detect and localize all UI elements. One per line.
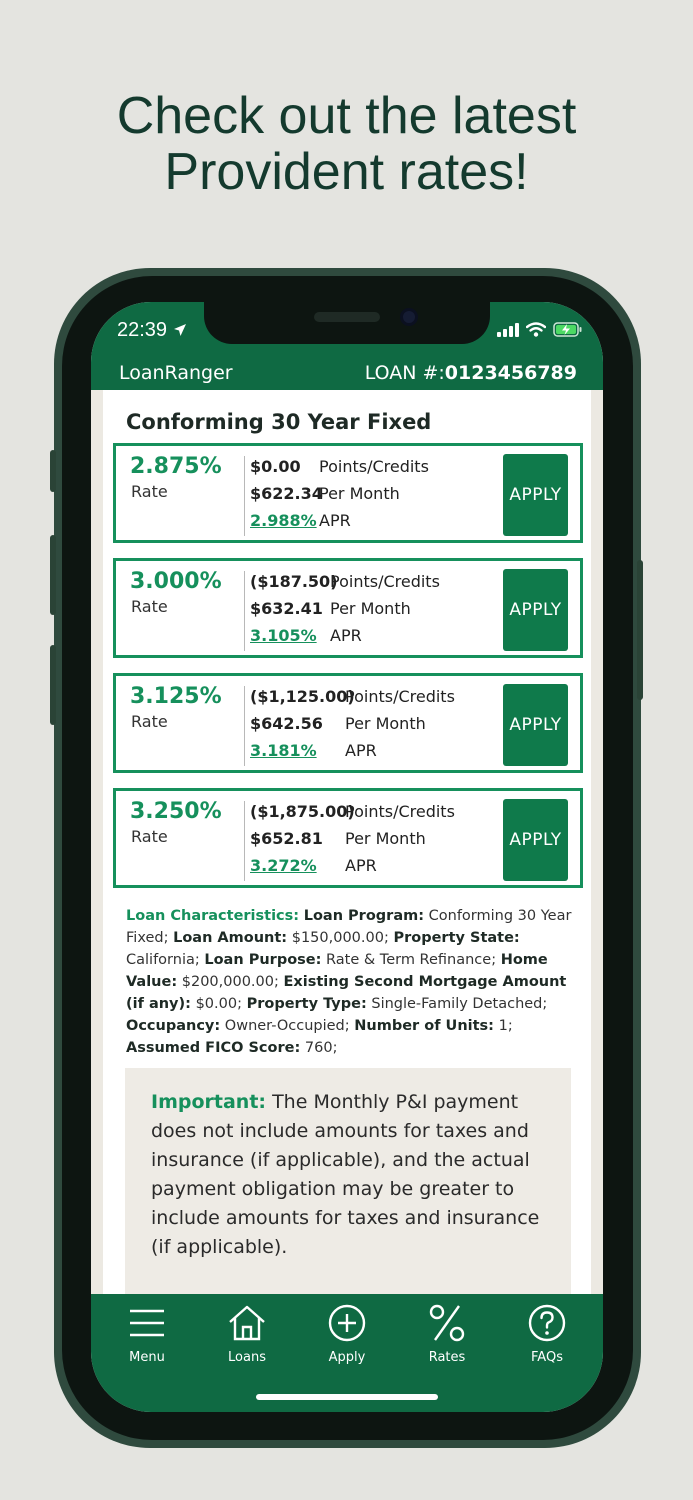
rate-value: 3.250% xyxy=(130,799,222,824)
battery-charging-icon xyxy=(553,322,583,337)
points-value: ($1,875.00) xyxy=(250,802,355,821)
payment-value: $622.34 xyxy=(250,484,323,503)
main-content[interactable] xyxy=(91,390,603,1294)
app-name: LoanRanger xyxy=(119,362,233,384)
char-value: 760; xyxy=(304,1040,338,1056)
wifi-icon xyxy=(526,322,546,337)
card-divider xyxy=(244,686,245,766)
payment-line xyxy=(250,599,411,618)
points-line xyxy=(250,572,440,591)
card-divider xyxy=(244,571,245,651)
points-label: Points/Credits xyxy=(345,687,455,706)
apr-label: APR xyxy=(319,511,351,530)
apr-line xyxy=(250,626,362,645)
loan-number xyxy=(365,362,577,384)
char-key: Number of Units: xyxy=(354,1018,494,1034)
front-camera xyxy=(400,308,418,326)
bottom-tab-bar xyxy=(91,1294,603,1412)
char-key: Existing Second Mortgage Amount (if any): xyxy=(126,974,567,1012)
tab-loans-label: Loans xyxy=(228,1350,266,1365)
rate-label: Rate xyxy=(131,482,168,501)
status-time-text: 22:39 xyxy=(117,319,168,341)
char-key: Home Value: xyxy=(126,952,548,990)
status-icons xyxy=(497,322,583,337)
points-line xyxy=(250,802,455,821)
headline-line-2: Provident rates! xyxy=(164,143,529,201)
section-title: Conforming 30 Year Fixed xyxy=(126,410,432,434)
tab-rates-label: Rates xyxy=(428,1350,466,1365)
apply-button[interactable]: APPLY xyxy=(503,569,568,651)
tab-apply-label: Apply xyxy=(328,1350,366,1365)
notch xyxy=(204,302,490,344)
important-label: Important: xyxy=(151,1091,267,1113)
char-key: Occupancy: xyxy=(126,1018,221,1034)
apr-label: APR xyxy=(345,741,377,760)
loan-number-value: 0123456789 xyxy=(444,362,577,384)
apr-line xyxy=(250,856,377,875)
rates-panel xyxy=(103,390,591,1294)
hamburger-icon xyxy=(128,1304,166,1342)
card-divider xyxy=(244,801,245,881)
char-key: Loan Purpose: xyxy=(204,952,322,968)
points-line xyxy=(250,687,455,706)
payment-label: Per Month xyxy=(319,484,400,503)
points-label: Points/Credits xyxy=(345,802,455,821)
card-divider xyxy=(244,456,245,536)
earpiece-speaker xyxy=(314,312,380,322)
payment-label: Per Month xyxy=(345,714,426,733)
char-key: Property Type: xyxy=(246,996,367,1012)
headline xyxy=(0,88,693,200)
rate-label: Rate xyxy=(131,712,168,731)
char-value: 1; xyxy=(498,1018,513,1034)
payment-line xyxy=(250,484,400,503)
loan-characteristics xyxy=(126,905,574,1059)
side-button-volume-up xyxy=(50,535,56,615)
characteristics-heading: Loan Characteristics: xyxy=(126,908,300,924)
side-button-silent xyxy=(50,450,56,492)
points-line xyxy=(250,457,429,476)
char-value: Single-Family Detached; xyxy=(371,996,548,1012)
side-button-power xyxy=(637,560,643,700)
payment-value: $652.81 xyxy=(250,829,323,848)
payment-line xyxy=(250,829,426,848)
rate-card xyxy=(113,788,583,888)
app-header xyxy=(91,360,603,390)
points-value: $0.00 xyxy=(250,457,301,476)
payment-value: $642.56 xyxy=(250,714,323,733)
apply-button[interactable]: APPLY xyxy=(503,454,568,536)
rate-value: 3.125% xyxy=(130,684,222,709)
rate-label: Rate xyxy=(131,597,168,616)
points-label: Points/Credits xyxy=(330,572,440,591)
tab-menu[interactable] xyxy=(107,1304,187,1365)
apr-link[interactable]: 2.988% xyxy=(250,511,317,530)
question-circle-icon xyxy=(528,1304,566,1342)
payment-label: Per Month xyxy=(345,829,426,848)
apply-button[interactable]: APPLY xyxy=(503,684,568,766)
rate-card xyxy=(113,673,583,773)
apply-button[interactable]: APPLY xyxy=(503,799,568,881)
rate-value: 3.000% xyxy=(130,569,222,594)
points-value: ($187.50) xyxy=(250,572,338,591)
char-value: $200,000.00; xyxy=(181,974,279,990)
char-value: California; xyxy=(126,952,200,968)
tab-faqs[interactable] xyxy=(507,1304,587,1365)
payment-line xyxy=(250,714,426,733)
percent-icon xyxy=(428,1304,466,1342)
char-value: Conforming 30 Year Fixed; xyxy=(126,908,572,946)
tab-apply[interactable] xyxy=(307,1304,387,1365)
rate-card xyxy=(113,443,583,543)
rate-label: Rate xyxy=(131,827,168,846)
loan-number-label: LOAN #: xyxy=(364,362,445,384)
tab-menu-label: Menu xyxy=(129,1350,165,1365)
signal-icon xyxy=(497,323,519,337)
char-value: Rate & Term Refinance; xyxy=(326,952,497,968)
char-key: Property State: xyxy=(393,930,520,946)
apr-line xyxy=(250,741,377,760)
payment-label: Per Month xyxy=(330,599,411,618)
char-key: Assumed FICO Score: xyxy=(126,1040,301,1056)
important-notice xyxy=(125,1068,571,1308)
points-value: ($1,125.00) xyxy=(250,687,355,706)
phone-screen xyxy=(91,302,603,1412)
plus-circle-icon xyxy=(328,1304,366,1342)
apr-label: APR xyxy=(330,626,362,645)
home-indicator[interactable] xyxy=(256,1394,438,1400)
apr-link[interactable]: 3.181% xyxy=(250,741,317,760)
points-label: Points/Credits xyxy=(319,457,429,476)
char-value: $0.00; xyxy=(195,996,242,1012)
tab-faqs-label: FAQs xyxy=(531,1350,563,1365)
char-key: Loan Program: xyxy=(303,908,425,924)
apr-link[interactable]: 3.272% xyxy=(250,856,317,875)
tab-loans[interactable] xyxy=(207,1304,287,1365)
char-value: $150,000.00; xyxy=(291,930,389,946)
headline-line-1: Check out the latest xyxy=(116,87,577,145)
house-icon xyxy=(227,1304,267,1342)
important-text: The Monthly P&I payment does not include amounts for taxes and insurance (if applicable), and the actual payment obligation may be greater to include amounts for taxes and insurance (if applicable). xyxy=(151,1091,540,1258)
apr-link[interactable]: 3.105% xyxy=(250,626,317,645)
apr-label: APR xyxy=(345,856,377,875)
side-button-volume-down xyxy=(50,645,56,725)
char-key: Loan Amount: xyxy=(173,930,288,946)
tab-rates[interactable] xyxy=(407,1304,487,1365)
rate-card xyxy=(113,558,583,658)
important-text-block xyxy=(151,1088,545,1262)
apr-line xyxy=(250,511,351,530)
status-time xyxy=(117,319,187,342)
location-arrow-icon xyxy=(173,323,187,337)
char-value: Owner-Occupied; xyxy=(224,1018,350,1034)
payment-value: $632.41 xyxy=(250,599,323,618)
rate-value: 2.875% xyxy=(130,454,222,479)
